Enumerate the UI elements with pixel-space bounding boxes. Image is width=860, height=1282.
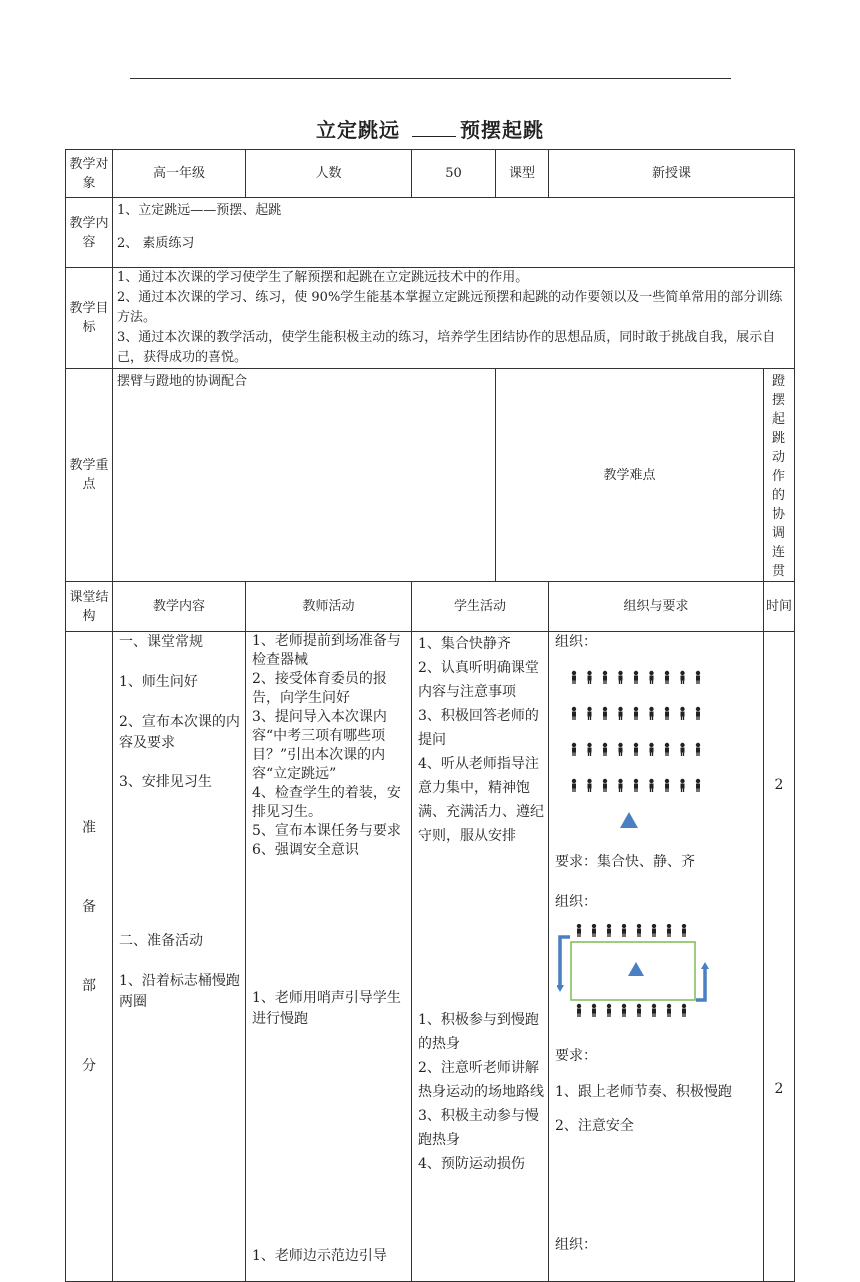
focus-label: 教学重点 [66, 369, 113, 582]
prep-content-cell [113, 632, 246, 1282]
teacher-item-2: 2、接受体育委员的报告，向学生问好 [252, 671, 387, 706]
person-icon [637, 1004, 641, 1017]
page-title [0, 114, 860, 143]
student-items-2 [418, 1008, 544, 1176]
content-line-1: 1、立定跳远——预摆、起跳 [117, 203, 282, 218]
person-icon [618, 779, 622, 792]
structure-header: 课堂结构 [66, 582, 113, 632]
requirement-2-item-1: 1、跟上老师节奏、积极慢跑 [555, 1084, 732, 1100]
row-content [66, 198, 795, 268]
person-icon [649, 671, 653, 684]
person-icon [577, 1004, 581, 1017]
prep-label-4: 分 [82, 1057, 96, 1074]
person-icon [592, 1004, 596, 1017]
prep-label-3: 部 [82, 977, 96, 994]
prep-time-cell [764, 632, 795, 1282]
person-icon [572, 707, 576, 720]
person-icon [667, 1004, 671, 1017]
teacher-items [252, 632, 407, 860]
person-icon [634, 707, 638, 720]
arrow-up-icon [696, 968, 705, 1000]
requirement-1: 要求：集合快、静、齐 [555, 854, 695, 870]
prep-student-cell [412, 632, 549, 1282]
time-header: 时间 [764, 582, 795, 632]
type-label: 课型 [496, 150, 549, 198]
formation-diagram [569, 670, 709, 830]
student-item2-4: 4、预防运动损伤 [418, 1156, 525, 1172]
student-item2-1: 1、积极参与到慢跑的热身 [418, 1012, 539, 1052]
person-icon [607, 1004, 611, 1017]
prep-label-2: 备 [82, 898, 96, 915]
person-icon [622, 924, 626, 937]
run-item: 1、沿着标志桶慢跑两圈 [119, 973, 240, 1010]
student-item-3: 3、积极回答老师的提问 [418, 708, 539, 748]
lesson-plan-table [65, 149, 795, 1282]
person-icon [665, 743, 669, 756]
arrow-down-icon [560, 937, 570, 986]
routine-heading: 一、课堂常规 [119, 634, 203, 650]
announce-item: 2、宣布本次课的内容及要求 [119, 714, 240, 751]
org-label-3: 组织： [555, 1237, 597, 1253]
person-icon [680, 743, 684, 756]
student-header: 学生活动 [412, 582, 549, 632]
person-icon [696, 779, 700, 792]
person-icon [665, 779, 669, 792]
prep-section-label [66, 632, 113, 1282]
person-icon [665, 671, 669, 684]
person-icon [652, 1004, 656, 1017]
person-icon [649, 743, 653, 756]
teacher-item-4: 4、检查学生的着装，安排见习生。 [252, 785, 401, 820]
teacher-item-6: 6、强调安全意识 [252, 842, 359, 858]
person-icon [587, 743, 591, 756]
target-label: 教学对象 [66, 150, 113, 198]
row-focus [66, 369, 795, 582]
warmup-heading: 二、准备活动 [119, 933, 203, 949]
formation-svg [569, 670, 709, 830]
person-icon [618, 743, 622, 756]
person-icon [696, 671, 700, 684]
content-header: 教学内容 [113, 582, 246, 632]
content-line-2: 2、 素质练习 [117, 236, 195, 251]
person-icon [603, 779, 607, 792]
prep-label-1: 准 [82, 819, 96, 836]
person-icon [649, 707, 653, 720]
row-target [66, 150, 795, 198]
requirement-2-label: 要求： [555, 1048, 597, 1064]
time-2: 2 [774, 1081, 784, 1097]
teacher-header: 教师活动 [246, 582, 412, 632]
arrow-head [557, 985, 564, 992]
person-icon [592, 924, 596, 937]
person-icon [572, 779, 576, 792]
header-rule [130, 78, 731, 79]
person-icon [634, 779, 638, 792]
goal-3: 3、通过本次课的教学活动，使学生能积极主动的练习，培养学生团结协作的思想品质，同时敢于挑战自我，展示自己，获得成功的喜悦。 [117, 330, 776, 365]
student-item-1: 1、集合快静齐 [418, 636, 511, 652]
person-icon [634, 671, 638, 684]
person-icon [680, 671, 684, 684]
person-icon [607, 924, 611, 937]
title-blank [412, 120, 456, 137]
content-cell [113, 198, 795, 268]
person-icon [587, 671, 591, 684]
goals-cell [113, 268, 795, 369]
row-header [66, 582, 795, 632]
triangle-icon [628, 962, 644, 976]
org-label-1: 组织： [555, 634, 597, 650]
count-label: 人数 [246, 150, 412, 198]
triangle-icon [620, 812, 638, 828]
person-icon [680, 707, 684, 720]
person-icon [682, 1004, 686, 1017]
prep-org-cell [549, 632, 764, 1282]
teacher-item-5: 5、宣布本课任务与要求 [252, 823, 401, 839]
requirement-2-item-2: 2、注意安全 [555, 1118, 634, 1134]
goal-1: 1、通过本次课的学习使学生了解预摆和起跳在立定跳远技术中的作用。 [117, 270, 529, 285]
running-svg [557, 924, 717, 1024]
person-icon [618, 707, 622, 720]
content-label: 教学内容 [66, 198, 113, 268]
person-icon [603, 671, 607, 684]
person-icon [667, 924, 671, 937]
grade-cell: 高一年级 [113, 150, 246, 198]
count-value: 50 [412, 150, 496, 198]
person-icon [649, 779, 653, 792]
difficulty-label: 教学难点 [496, 369, 764, 582]
person-icon [587, 707, 591, 720]
person-icon [577, 924, 581, 937]
running-diagram [557, 924, 717, 1024]
person-icon [637, 924, 641, 937]
student-item2-2: 2、注意听老师讲解热身运动的场地路线 [418, 1060, 544, 1100]
person-icon [665, 707, 669, 720]
greet-item: 1、师生问好 [119, 674, 198, 690]
row-prep [66, 632, 795, 1282]
title-left: 立定跳远 [316, 118, 401, 142]
difficulty-value: 蹬摆起跳动作的协调连贯 [764, 369, 795, 582]
person-icon [682, 924, 686, 937]
org-label-2: 组织： [555, 894, 597, 910]
teacher-demo: 1、老师边示范边引导 [252, 1248, 387, 1264]
time-1: 2 [774, 777, 784, 793]
person-icon [696, 743, 700, 756]
person-icon [680, 779, 684, 792]
goal-2: 2、通过本次课的学习、练习，使 90%学生能基本掌握立定跳远预摆和起跳的动作要领以及一些简单常用的部分训练方法。 [117, 290, 783, 325]
person-icon [603, 743, 607, 756]
student-item2-3: 3、积极主动参与慢跑热身 [418, 1108, 539, 1148]
focus-value: 摆臂与蹬地的协调配合 [113, 369, 496, 582]
teacher-item-1: 1、老师提前到场准备与检查器械 [252, 633, 401, 668]
person-icon [634, 743, 638, 756]
title-right: 预摆起跳 [459, 118, 544, 142]
student-items [418, 632, 544, 848]
student-item-4: 4、听从老师指导注意力集中，精神饱满、充满活力、遵纪守则，服从安排 [418, 756, 544, 844]
prep-teacher-cell [246, 632, 412, 1282]
teacher-item-3: 3、提问导入本次课内容“中考三项有哪些项目？”引出本次课的内容“立定跳远” [252, 709, 387, 782]
arrange-item: 3、安排见习生 [119, 774, 212, 790]
arrow-head [701, 962, 709, 969]
person-icon [652, 924, 656, 937]
goals-label: 教学目标 [66, 268, 113, 369]
person-icon [618, 671, 622, 684]
person-icon [603, 707, 607, 720]
person-icon [696, 707, 700, 720]
type-value: 新授课 [549, 150, 795, 198]
person-icon [587, 779, 591, 792]
org-header: 组织与要求 [549, 582, 764, 632]
teacher-whistle: 1、老师用哨声引导学生进行慢跑 [252, 990, 401, 1027]
row-goals [66, 268, 795, 369]
student-item-2: 2、认真听明确课堂内容与注意事项 [418, 660, 539, 700]
person-icon [572, 671, 576, 684]
person-icon [572, 743, 576, 756]
person-icon [622, 1004, 626, 1017]
